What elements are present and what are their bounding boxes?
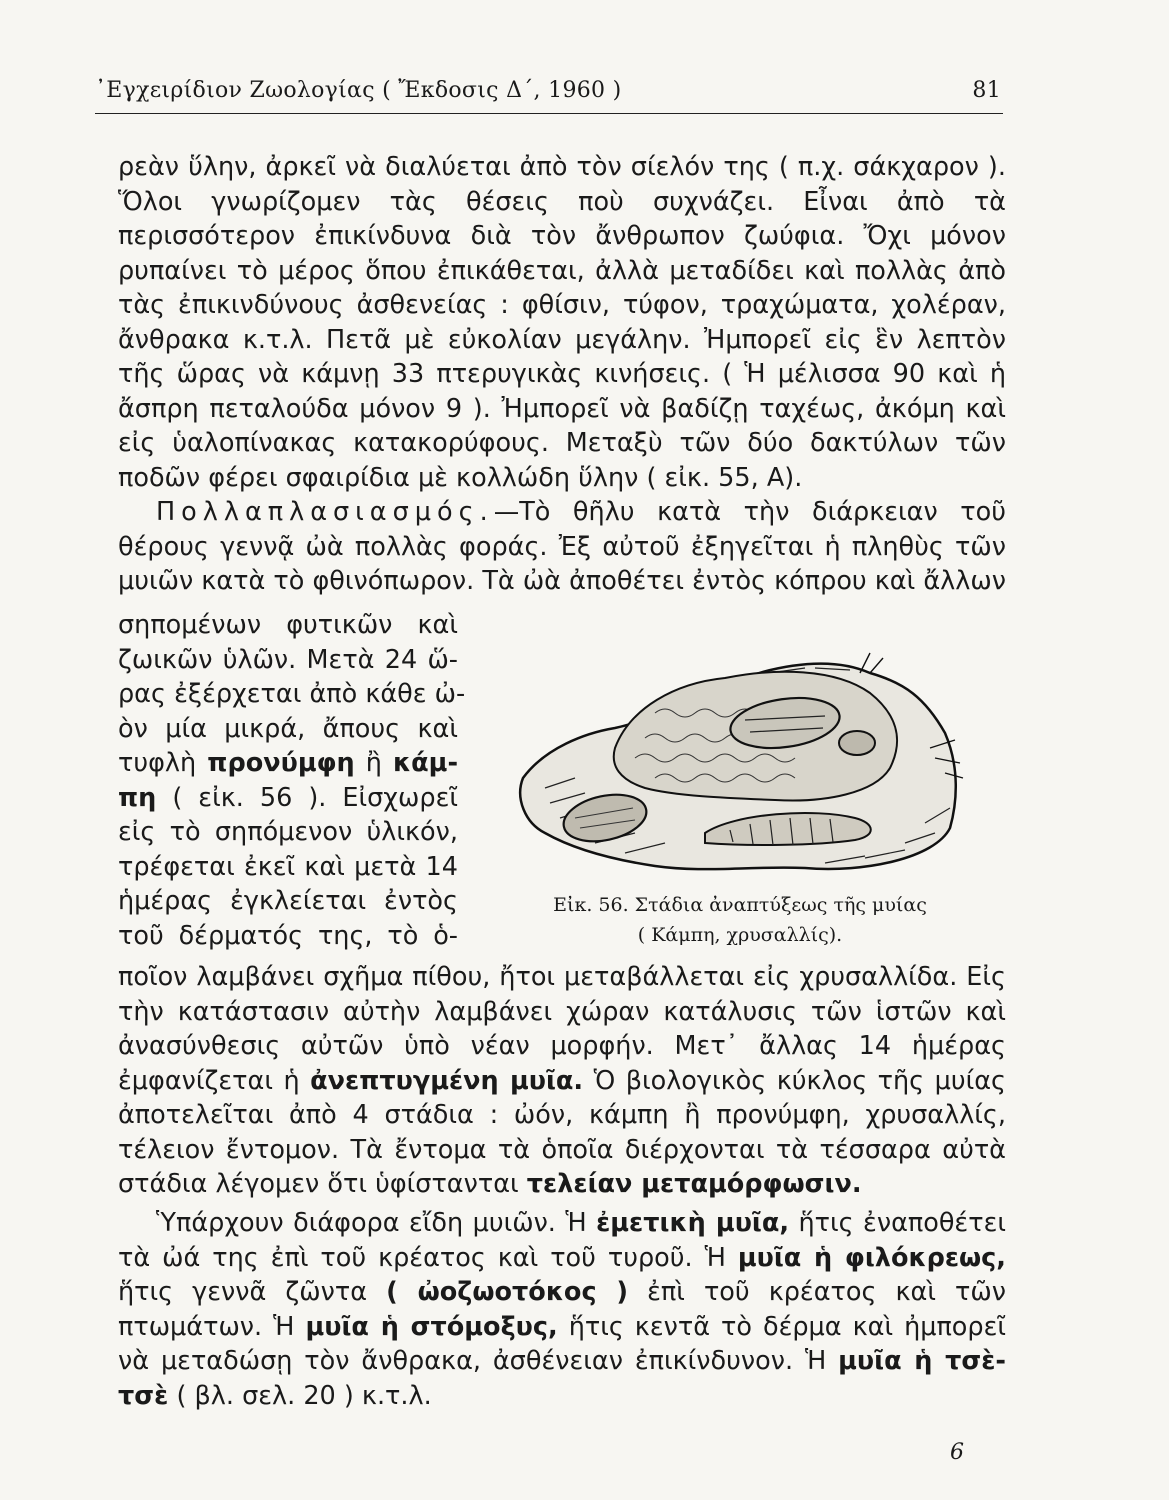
section-heading: Πολλαπλασιασμός.	[156, 497, 494, 527]
term-tsetse-fly: μυῖα ἡ τσὲ-τσὲ	[118, 1346, 1007, 1411]
paragraph-2	[118, 960, 1006, 1202]
term-kampi-end: πη	[118, 782, 157, 813]
wrapped-line: ὸν μία μικρά, ἄπους καὶ	[118, 713, 458, 744]
term-stable-fly: μυῖα ἡ στόμοξυς,	[305, 1311, 558, 1342]
signature-mark: 6	[950, 1440, 964, 1465]
wrapped-line: σηπομένων φυτικῶν καὶ	[118, 610, 458, 640]
paragraph-3-text-f: ( βλ. σελ. 20 ) κ.τ.λ.	[176, 1380, 432, 1411]
paragraph-1	[118, 150, 1006, 599]
term-or: ἢ	[365, 748, 382, 778]
term-developed-fly: ἀνεπτυγμένη μυῖα.	[310, 1065, 584, 1096]
term-flesh-fly: μυῖα ἡ φιλόκρεως,	[737, 1242, 1006, 1273]
caption-line-2: ( Κάμπη, χρυσαλλίς).	[637, 924, 843, 946]
wrapped-line: ρας ἐξέρχεται ἀπὸ κάθε ὠ-	[118, 679, 466, 709]
term-emetic-fly: ἐμετικὴ μυῖα,	[596, 1208, 790, 1238]
paragraph-3-text-b: ἥτις ἐναποθέτει τὰ ὠά της ἐπὶ τοῦ κρέατος καὶ τοῦ τυροῦ. Ἡ	[118, 1208, 1006, 1273]
term-kampi-start: κάμ-	[393, 748, 459, 778]
wrapped-line	[118, 746, 458, 781]
larva-head	[839, 731, 875, 755]
term-prefix: τυφλὴ	[118, 748, 197, 778]
paragraph-3-text-c: ἥτις γεννᾶ ζῶντα	[118, 1277, 368, 1307]
wrapped-line: ἡμέρας ἐγκλείεται ἐντὸς	[118, 886, 458, 916]
header-rule	[95, 113, 1003, 114]
figure-caption	[525, 890, 955, 950]
term-ovoviviparous: ( ὠοζωοτόκος )	[386, 1277, 629, 1307]
paragraph-3-text-a: Ὑπάρχουν διάφορα εἴδη μυιῶν. Ἡ	[156, 1208, 587, 1238]
paragraph-3	[118, 1206, 1006, 1413]
paragraph-1-text-a: ρεὰν ὕλην, ἀρκεῖ νὰ διαλύεται ἀπὸ τὸν σίελόν της ( π.χ. σάκχαρον ). Ὅλοι γνωρίζομεν τὰς θέσεις ποὺ συχνάζει. Εἶναι ἀπὸ τὰ περισσότερον ἐπικίνδυνα διὰ τὸν ἄνθρωπον ζωύφια. Ὄχι μόνον ρυπαίνει τὸ μέρος ὅπου ἐπικάθεται, ἀλλὰ μεταδίδει καὶ πολλὰς ἀπὸ τὰς ἐπικινδύνους ἀσθενείας : φθίσιν, τύφον, τραχώματα, χολέραν, ἄνθρακα κ.τ.λ. Πετᾶ μὲ εὐκολίαν μεγάλην. Ἠμπορεῖ εἰς ἓν λεπτὸν τῆς ὥρας νὰ κάμνῃ 33 πτερυγικὰς κινήσεις. ( Ἡ μέλισσα 90 καὶ ἡ ἄσπρη πεταλούδα μόνον 9 ). Ἠμπορεῖ νὰ βαδίζῃ ταχέως, ἀκόμη καὶ εἰς ὑαλοπίνακας κατακορύφους. Μεταξὺ τῶν δύο δακτύλων τῶν ποδῶν φέρει σφαιρίδια μὲ κολλώδη ὕλην ( εἰκ. 55, Α).	[118, 152, 1006, 493]
wrapped-line: τοῦ δέρματός της, τὸ ὁ-	[118, 920, 458, 951]
wrapped-line: τρέφεται ἐκεῖ καὶ μετὰ 14	[118, 851, 458, 882]
running-title: ᾿Εγχειρίδιον Ζωολογίας ( Ἔκδοσις Δ΄, 1960 )	[95, 78, 622, 103]
figure-reference: ( εἰκ. 56 ). Εἰσχωρεῖ	[172, 782, 458, 813]
wrapped-line: ζωικῶν ὑλῶν. Μετὰ 24 ὥ-	[118, 644, 458, 675]
paragraph-3-text-e: ἥτις κεντᾶ τὸ δέρμα καὶ ἠμπορεῖ νὰ μεταδώσῃ τὸν ἄνθρακα, ἀσθένειαν ἐπικίνδυνον. Ἡ	[118, 1311, 1007, 1376]
figure-fly-larvae-illustration	[505, 628, 965, 883]
paragraph-2-text-b: Ὁ βιολογικὸς κύκλος τῆς μυίας ἀποτελεῖται ἀπὸ 4 στάδια : ὠόν, κάμπη ἢ προνύμφη, χρυσαλλίς, τέλειον ἔντομον. Τὰ ἔντομα τὰ ὁποῖα διέρχονται τὰ τέσσαρα αὐτὰ στάδια λέγομεν ὅτι ὑφίστανται	[118, 1065, 1007, 1199]
paragraph-3-text-d: ἐπὶ τοῦ κρέατος καὶ τῶν πτωμάτων. Ἡ	[118, 1277, 1006, 1342]
running-header	[95, 72, 1003, 112]
term-complete-metamorphosis: τελείαν μεταμόρφωσιν.	[526, 1169, 862, 1199]
paragraph-1-text-b: —Τὸ θῆλυ κατὰ τὴν διάρκειαν τοῦ θέρους γεννᾷ ὠὰ πολλὰς φοράς. Ἐξ αὐτοῦ ἐξηγεῖται ἡ πληθὺς τῶν μυιῶν κατὰ τὸ φθινόπωρον. Τὰ ὠὰ ἀποθέτει ἐντὸς κόπρου καὶ ἄλλων	[118, 497, 1006, 596]
caption-line-1: Εἰκ. 56. Στάδια ἀναπτύξεως τῆς μυίας	[553, 894, 927, 916]
wrapped-line	[118, 781, 458, 816]
wrapped-column	[118, 608, 466, 953]
page-number: 81	[972, 78, 1001, 103]
wrapped-line: εἰς τὸ σηπόμενον ὑλικόν,	[118, 817, 458, 847]
term-pronymphi: προνύμφη	[207, 748, 355, 778]
paragraph-2-text-a: ποῖον λαμβάνει σχῆμα πίθου, ἤτοι μεταβάλλεται εἰς χρυσαλλίδα. Εἰς τὴν κατάστασιν αὐτὴν λαμβάνει χώραν κατάλυσις τῶν ἱστῶν καὶ ἀνασύνθεσις αὐτῶν ὑπὸ νέαν μορφήν. Μετ᾿ ἄλλας 14 ἡμέρας ἐμφανίζεται ἡ	[118, 962, 1006, 1096]
